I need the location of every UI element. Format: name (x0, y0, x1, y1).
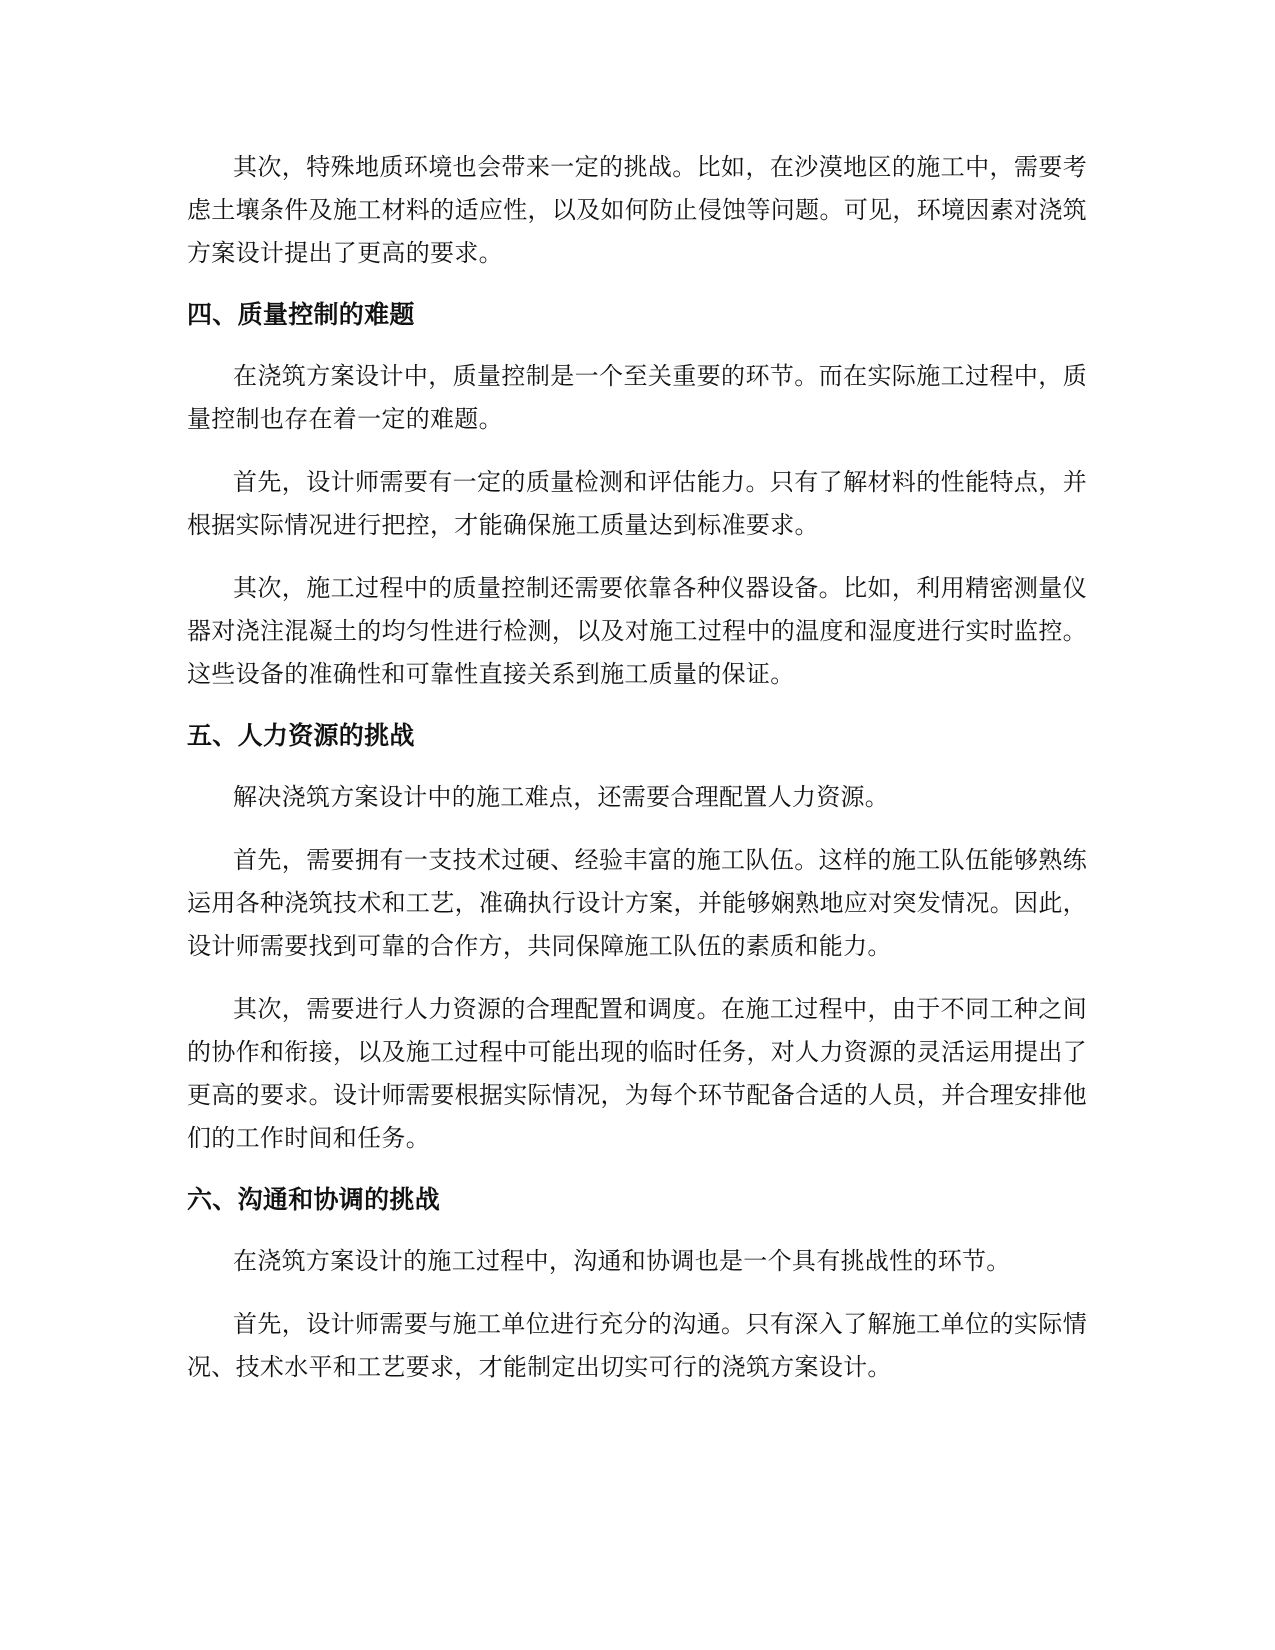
paragraph-hr-intro: 解决浇筑方案设计中的施工难点，还需要合理配置人力资源。 (233, 783, 890, 811)
paragraph-quality-second: 其次，施工过程中的质量控制还需要依靠各种仪器设备。比如，利用精密测量仪器对浇注混凝土的均匀性进行检测，以及对施工过程中的温度和湿度进行实时监控。这些设备的准确性和可靠性直接关系到施工质量的保证。 (187, 574, 1087, 688)
paragraph-quality-first: 首先，设计师需要有一定的质量检测和评估能力。只有了解材料的性能特点，并根据实际情况进行把控，才能确保施工质量达到标准要求。 (187, 468, 1087, 539)
paragraph-communication-first: 首先，设计师需要与施工单位进行充分的沟通。只有深入了解施工单位的实际情况、技术水平和工艺要求，才能制定出切实可行的浇筑方案设计。 (187, 1310, 1087, 1381)
paragraph-hr-second: 其次，需要进行人力资源的合理配置和调度。在施工过程中，由于不同工种之间的协作和衔接，以及施工过程中可能出现的临时任务，对人力资源的灵活运用提出了更高的要求。设计师需要根据实际情况，为每个环节配备合适的人员，并合理安排他们的工作时间和任务。 (187, 995, 1087, 1152)
paragraph-hr-first: 首先，需要拥有一支技术过硬、经验丰富的施工队伍。这样的施工队伍能够熟练运用各种浇筑技术和工艺，准确执行设计方案，并能够娴熟地应对突发情况。因此，设计师需要找到可靠的合作方，共同保障施工队伍的素质和能力。 (187, 846, 1087, 960)
paragraph-environment-challenge: 其次，特殊地质环境也会带来一定的挑战。比如，在沙漠地区的施工中，需要考虑土壤条件及施工材料的适应性，以及如何防止侵蚀等问题。可见，环境因素对浇筑方案设计提出了更高的要求。 (187, 153, 1087, 267)
paragraph-quality-intro: 在浇筑方案设计中，质量控制是一个至关重要的环节。而在实际施工过程中，质量控制也存在着一定的难题。 (187, 362, 1087, 433)
section-heading-communication: 六、沟通和协调的挑战 (187, 1185, 441, 1214)
section-heading-quality-control: 四、质量控制的难题 (187, 300, 415, 329)
paragraph-communication-intro: 在浇筑方案设计的施工过程中，沟通和协调也是一个具有挑战性的环节。 (233, 1247, 1011, 1275)
section-heading-human-resources: 五、人力资源的挑战 (187, 721, 415, 750)
document-body (187, 146, 1087, 1409)
